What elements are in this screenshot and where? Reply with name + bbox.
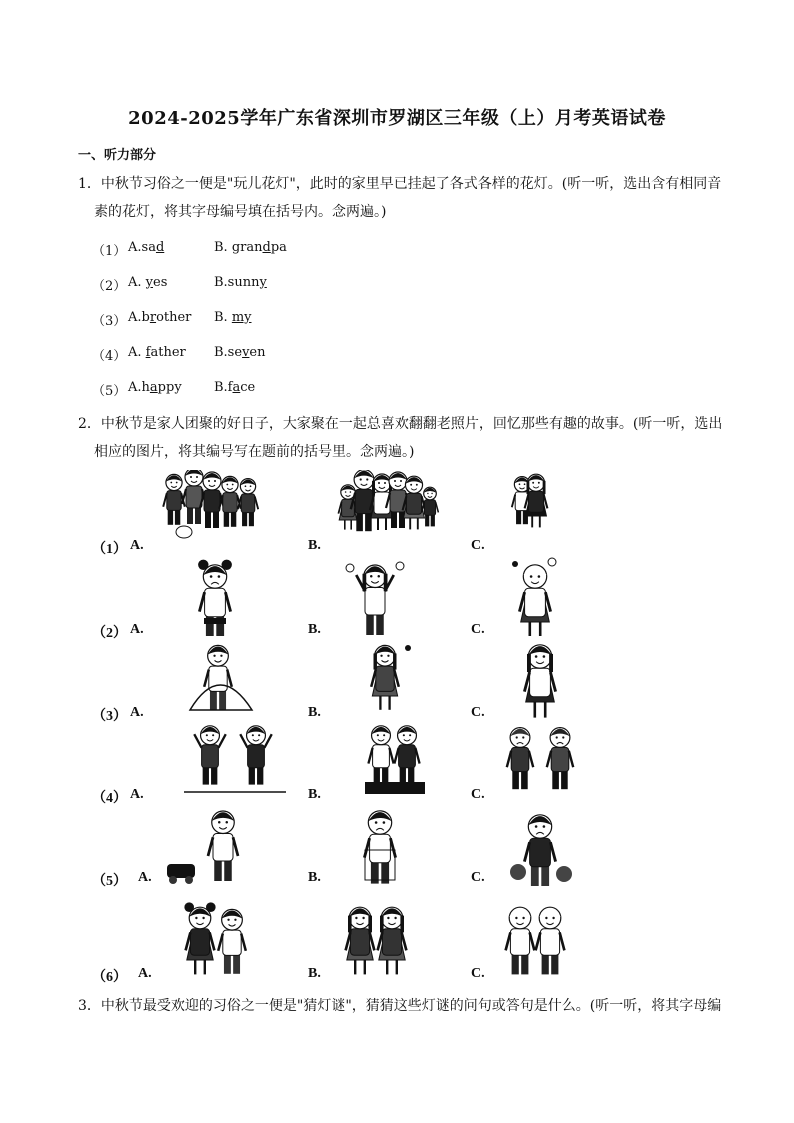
q1-option-number: （1） (92, 244, 127, 259)
q2-option-b-label: B. (308, 622, 321, 637)
q2-option-b-label: B. (308, 538, 321, 553)
q2-picture-b (350, 640, 420, 715)
q2-picture-c (490, 722, 590, 797)
q1-option-b (214, 345, 266, 360)
q1-option-a (128, 310, 191, 325)
q2-row-number: （3） (92, 709, 127, 724)
q1-option-a-u: r (149, 310, 157, 325)
q2-option-a-label: A. (138, 870, 152, 885)
q1-option-a-post: other (156, 310, 192, 325)
q1-option-b-u: a (232, 380, 241, 395)
q2-picture-b (345, 722, 445, 797)
q2-option-a-label: A. (130, 622, 144, 637)
q2-row-number: （4） (92, 791, 127, 806)
question-1 (78, 170, 728, 226)
q1-option-a-pre: A. (128, 345, 146, 360)
q2-option-b-label: B. (308, 870, 321, 885)
q2-picture-c (500, 806, 580, 886)
q2-row-number: （5） (92, 874, 127, 889)
q2-option-b-label: B. (308, 966, 321, 981)
q1-option-b-post: ce (240, 380, 256, 395)
q2-option-a-label: A. (130, 705, 144, 720)
q2-picture-c (500, 556, 570, 636)
q1-option-b (214, 240, 287, 255)
q2-option-c-label: C. (471, 966, 485, 981)
question-3 (78, 992, 728, 1020)
question-2-line-2: 相应的图片，将其编号写在题前的括号里。念两遍。) (94, 444, 415, 460)
q2-picture-b (345, 806, 415, 886)
question-3-line-1: 3．中秋节最受欢迎的习俗之一便是"猜灯谜"，猜猜这些灯谜的问句或答句是什么。(听一听，将其字母编 (78, 998, 722, 1014)
q1-option-a-pre: A.h (128, 380, 150, 395)
q1-option-number: （3） (92, 314, 127, 329)
section-heading-listening: 一、听力部分 (78, 148, 157, 163)
q2-picture-a (160, 470, 260, 540)
question-2-line-1: 2．中秋节是家人团聚的好日子，大家聚在一起总喜欢翻翻老照片，回忆那些有趣的故事。(听一听，选出 (78, 416, 723, 432)
q1-option-a-pre: A.sa (128, 240, 156, 255)
q1-option-a-post: es (153, 275, 168, 290)
q1-option-a-post: ppy (157, 380, 182, 395)
q2-option-c-label: C. (471, 705, 485, 720)
q1-option-b (214, 310, 252, 325)
q1-option-a-u: f (145, 345, 151, 360)
q2-option-c-label: C. (471, 622, 485, 637)
q1-option-a-post: ather (150, 345, 186, 360)
q2-option-a-label: A. (138, 966, 152, 981)
q2-picture-a (180, 640, 260, 715)
q1-option-a (128, 275, 167, 290)
q1-option-a-pre: A.b (128, 310, 150, 325)
q2-option-a-label: A. (130, 787, 144, 802)
question-1-line-1: 1．中秋节习俗之一便是"玩儿花灯"，此时的家里早已挂起了各式各样的花灯。(听一听，选出含有相同音 (78, 176, 722, 192)
q2-row-number: （6） (92, 970, 127, 985)
q1-option-b-pre: B.f (214, 380, 233, 395)
q1-option-b-pre: B. (214, 310, 232, 325)
q1-option-b-u: my (231, 310, 252, 325)
q1-option-b (214, 275, 267, 290)
q2-option-b-label: B. (308, 787, 321, 802)
q1-option-b-post: en (249, 345, 266, 360)
q1-option-a-pre: A. (128, 275, 146, 290)
q1-option-number: （2） (92, 279, 127, 294)
q2-row-number: （2） (92, 626, 127, 641)
q2-option-a-label: A. (130, 538, 144, 553)
q2-picture-a (165, 806, 255, 886)
q1-option-b-u: v (242, 345, 250, 360)
q1-option-number: （5） (92, 384, 127, 399)
q2-option-c-label: C. (471, 870, 485, 885)
q2-picture-c (500, 470, 560, 545)
q2-picture-a (180, 556, 250, 636)
q1-option-b-pre: B.sunn (214, 275, 260, 290)
q1-option-b-post: pa (270, 240, 287, 255)
q1-option-a-u: d (155, 240, 165, 255)
question-1-line-2: 素的花灯，将其字母编号填在括号内。念两遍。) (94, 204, 387, 220)
q1-option-b-pre: B.se (214, 345, 243, 360)
q1-option-b-u: d (262, 240, 271, 255)
q1-option-a (128, 240, 164, 255)
q2-picture-a (160, 900, 270, 980)
q2-picture-b (340, 556, 410, 636)
q1-option-number: （4） (92, 349, 127, 364)
q2-row-number: （1） (92, 542, 127, 557)
q1-option-a (128, 380, 182, 395)
q2-option-b-label: B. (308, 705, 321, 720)
q1-option-b-u: y (259, 275, 267, 290)
q2-picture-a (180, 722, 290, 797)
question-2 (78, 410, 728, 466)
page-title: 2024-2025学年广东省深圳市罗湖区三年级（上）月考英语试卷 (128, 108, 666, 129)
q2-option-c-label: C. (471, 787, 485, 802)
q2-picture-c (505, 640, 575, 720)
q1-option-b (214, 380, 255, 395)
q1-option-a-u: y (145, 275, 154, 290)
q1-option-b-pre: B. gran (214, 240, 263, 255)
q2-option-c-label: C. (471, 538, 485, 553)
q2-picture-c (490, 900, 580, 980)
q1-option-a-u: a (149, 380, 158, 395)
q2-picture-b (332, 470, 442, 545)
q1-option-a (128, 345, 186, 360)
q2-picture-b (330, 900, 420, 980)
